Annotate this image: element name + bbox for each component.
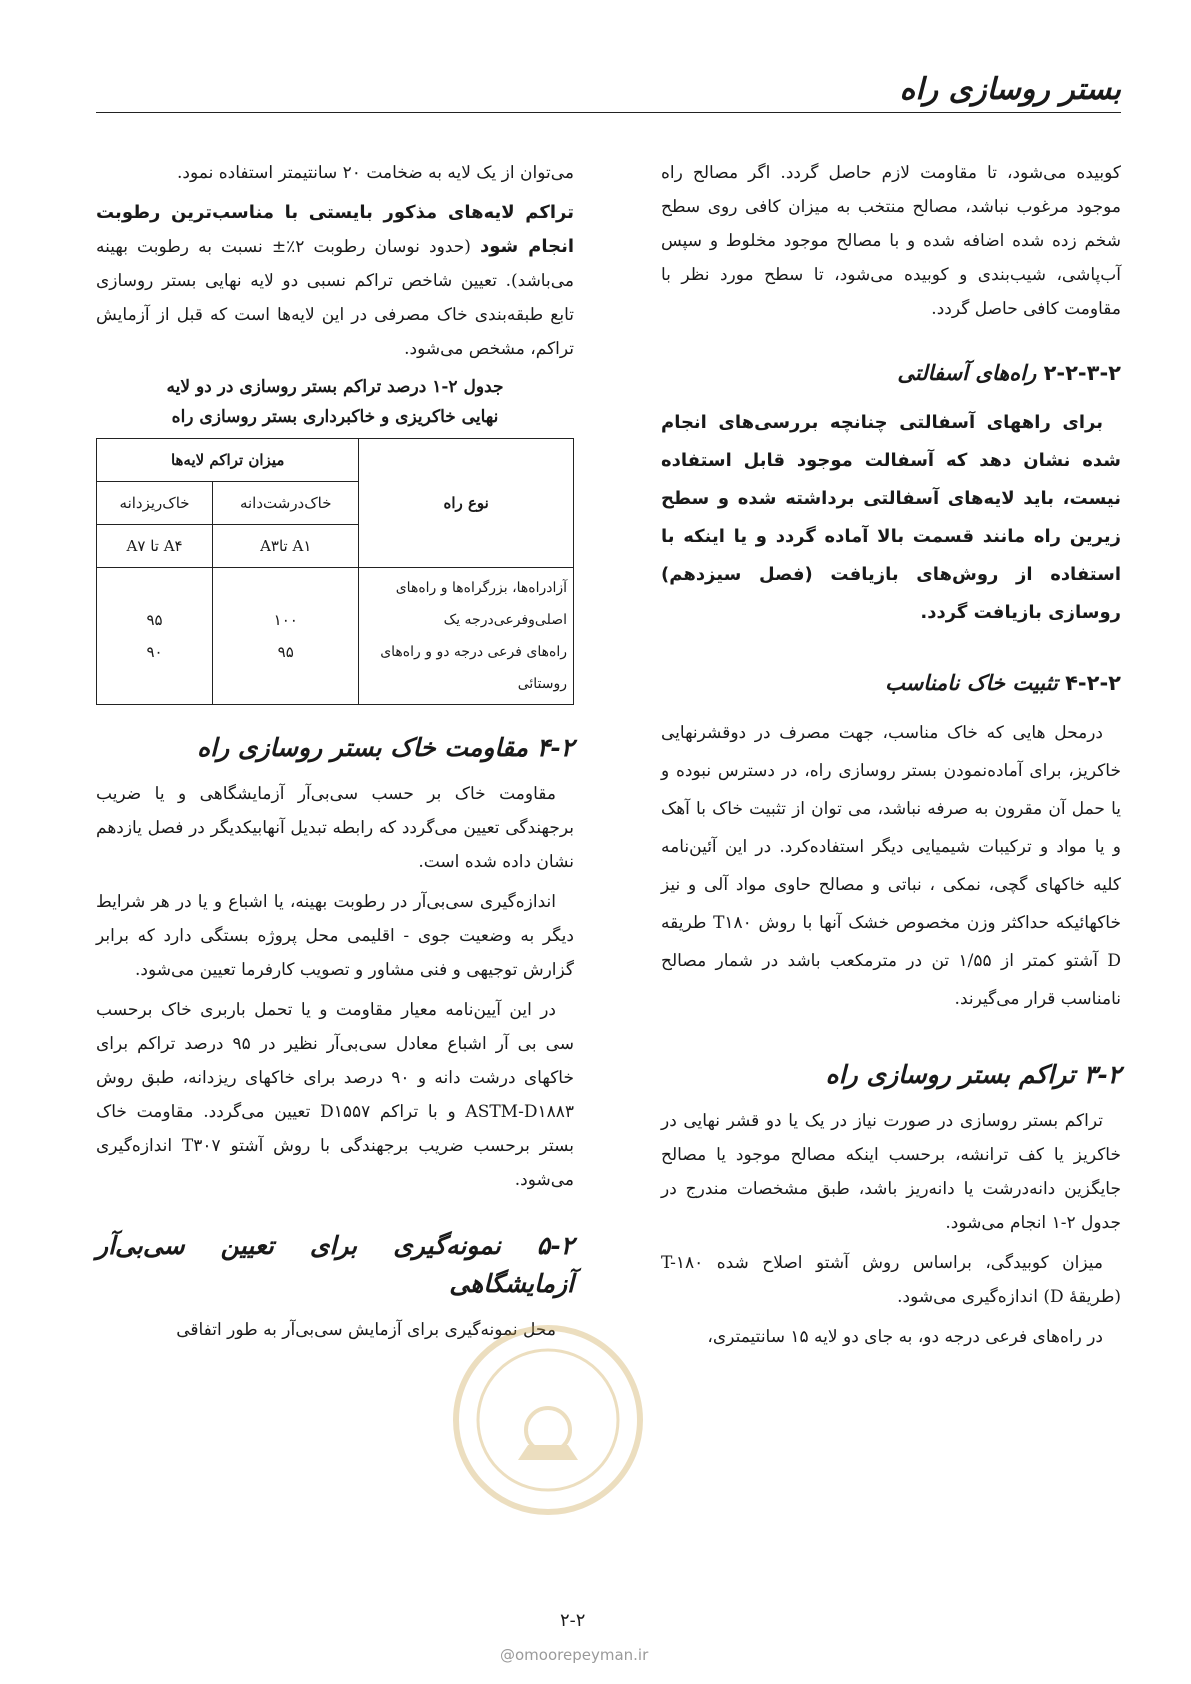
watermark-url: @omoorepeyman.ir: [500, 1646, 649, 1664]
paragraph: تراکم بستر روسازی در صورت نیاز در یک یا دو قشر نهایی در خاکریز یا کف ترانشه، برحسب اینکه مصالح موجود یا مصالح جایگزین دانه‌درشت یا دانه‌ریز باشد، طبق مشخصات مندرج در جدول ۲-۱ انجام می‌شود.: [661, 1111, 1121, 1233]
table-cell-road-type: [359, 568, 574, 705]
page-number: ۲-۲: [560, 1610, 586, 1631]
table-caption-line-1: جدول ۲-۱ درصد تراکم بستر روسازی در دو لایه: [166, 377, 504, 397]
section-heading-sampling: ۵-۲ نمونه‌گیری برای تعیین سی‌بی‌آر آزمایشگاهی: [96, 1231, 574, 1298]
row1-fine: ۹۵: [146, 611, 163, 629]
table-header-fine-range: A۴ تا A۷: [97, 525, 213, 568]
paragraph: در راه‌های فرعی درجه دو، به جای دو لایه ۱۵ سانتیمتری،: [707, 1327, 1103, 1347]
table-caption: [96, 372, 574, 432]
row1-type: آزادراه‌ها، بزرگراه‌ها و راه‌های اصلی‌وفرعی‌درجه یک: [395, 580, 567, 628]
row1-coarse: ۱۰۰: [273, 611, 298, 629]
heading-number: ۲-۲-۳-۲: [1043, 361, 1121, 385]
header-rule: [96, 112, 1121, 113]
seal-watermark-icon: [448, 1320, 648, 1520]
bold-lead: تراکم لایه‌های مذکور بایستی با مناسب‌ترین رطوبت انجام شود: [96, 202, 575, 257]
heading-number: ۴-۲-۲: [1065, 671, 1121, 695]
paragraph: میزان کوبیدگی، براساس روش آشتو اصلاح شده T-۱۸۰ (طریقهٔ D) اندازه‌گیری می‌شود.: [661, 1253, 1121, 1307]
paragraph-bold: برای راههای آسفالتی چنانچه بررسی‌های انجام شده نشان دهد که آسفالت موجود قابل استفاده نیست، باید لایه‌های آسفالتی برداشته شده و سطح زیرین راه مانند قسمت بالا آماده گردد و یا اینکه با استفاده از روش‌های بازیافت (فصل سیزدهم) روسازی بازیافت گردد.: [661, 412, 1121, 623]
left-column: [96, 156, 574, 1353]
table-header-road-type: نوع راه: [359, 439, 574, 568]
subsection-heading-stabilization: [661, 666, 1121, 700]
table-cell-coarse: [213, 568, 359, 705]
heading-title: تثبیت خاک نامناسب: [885, 670, 1058, 695]
table-caption-line-2: نهایی خاکریزی و خاکبرداری بستر روسازی راه: [171, 407, 499, 427]
paragraph: محل نمونه‌گیری برای آزمایش سی‌بی‌آر به طور اتفاقی: [176, 1320, 556, 1340]
row2-type: راه‌های فرعی درجه دو و راه‌های روستائی: [380, 644, 567, 692]
paragraph: می‌توان از یک لایه به ضخامت ۲۰ سانتیمتر استفاده نمود.: [177, 163, 574, 183]
table-header-fine: خاک‌ریزدانه: [97, 482, 213, 525]
section-heading-resistance: ۴-۲ مقاومت خاک بستر روسازی راه: [197, 733, 574, 762]
table-header-coarse-range: A۱ تاA۳: [213, 525, 359, 568]
paragraph: مقاومت خاک بر حسب سی‌بی‌آر آزمایشگاهی و یا ضریب برجهندگی تعیین می‌گردد که رابطه تبدیل آنهابیکدیگر در فصل یازدهم نشان داده شده است.: [96, 784, 574, 872]
compaction-table: [96, 438, 574, 705]
paragraph: درمحل هایی که خاک مناسب، جهت مصرف در دوقشرنهایی خاکریز، برای آماده‌نمودن بستر روسازی راه، در دسترس نبوده و یا حمل آن مقرون به صرفه نباشد، می توان از تثبیت خاک با آهک و یا مواد و ترکیبات شیمیایی دیگر استفاده‌کرد. در این آئین‌نامه کلیه خاکهای گچی، نمکی ، نباتی و مصالح حاوی مواد آلی و نیز خاکهائیکه حداکثر وزن مخصوص خشک آنها با روش T۱۸۰ طریقه D آشتو کمتر از ۱/۵۵ تن در مترمکعب باشد در شمار مصالح نامناسب قرار می‌گیرند.: [661, 723, 1121, 1009]
row2-coarse: ۹۵: [277, 643, 294, 661]
table-cell-fine: [97, 568, 213, 705]
subsection-heading-asphalt: [661, 356, 1121, 390]
table-header-coarse: خاک‌درشت‌دانه: [213, 482, 359, 525]
table-header-group: میزان تراکم لایه‌ها: [97, 439, 359, 482]
paragraph: کوبیده می‌شود، تا مقاومت لازم حاصل گردد. اگر مصالح راه موجود مرغوب نباشد، مصالح منتخب به میزان کافی روی سطح شخم زده شده اضافه شده و با مصالح موجود مخلوط و سپس آب‌پاشی، شیب‌بندی و کوبیده می‌شود، تا سطح مورد نظر با مقاومت کافی حاصل گردد.: [661, 163, 1121, 319]
heading-title: راه‌های آسفالتی: [897, 360, 1037, 385]
running-title: بستر روسازی راه: [899, 72, 1121, 107]
paragraph: در این آیین‌نامه معیار مقاومت و یا تحمل باربری خاک برحسب سی بی آر اشباع معادل سی‌بی‌آر نظیر در ۹۵ درصد تراکم برای خاکهای درشت دانه و ۹۰ درصد برای خاکهای ریزدانه، طبق روش ASTM-D۱۸۸۳ و با تراکم D۱۵۵۷ تعیین می‌گردد. مقاومت خاک بستر برحسب ضریب برجهندگی با روش آشتو T۳۰۷ اندازه‌گیری می‌شود.: [96, 1000, 575, 1190]
section-heading-compaction: ۳-۲ تراکم بستر روسازی راه: [825, 1060, 1121, 1089]
paragraph-moisture: [96, 196, 574, 366]
row2-fine: ۹۰: [146, 643, 163, 661]
paragraph-continuation: (حدود نوسان رطوبت ۲٪± نسبت به رطوبت بهینه می‌باشد). تعیین شاخص تراکم نسبی دو لایه نهایی بستر روسازی تابع طبقه‌بندی خاک مصرفی در این لایه‌ها است که قبل از آزمایش تراکم، مشخص می‌شود.: [96, 237, 574, 359]
paragraph: اندازه‌گیری سی‌بی‌آر در رطوبت بهینه، یا اشباع و یا در هر شرایط دیگر به وضعیت جوی - اقلیمی محل پروژه بستگی دارد که برابر گزارش توجیهی و فنی مشاور و تصویب کارفرما تعیین می‌شود.: [96, 892, 574, 980]
right-column: [661, 156, 1121, 1360]
